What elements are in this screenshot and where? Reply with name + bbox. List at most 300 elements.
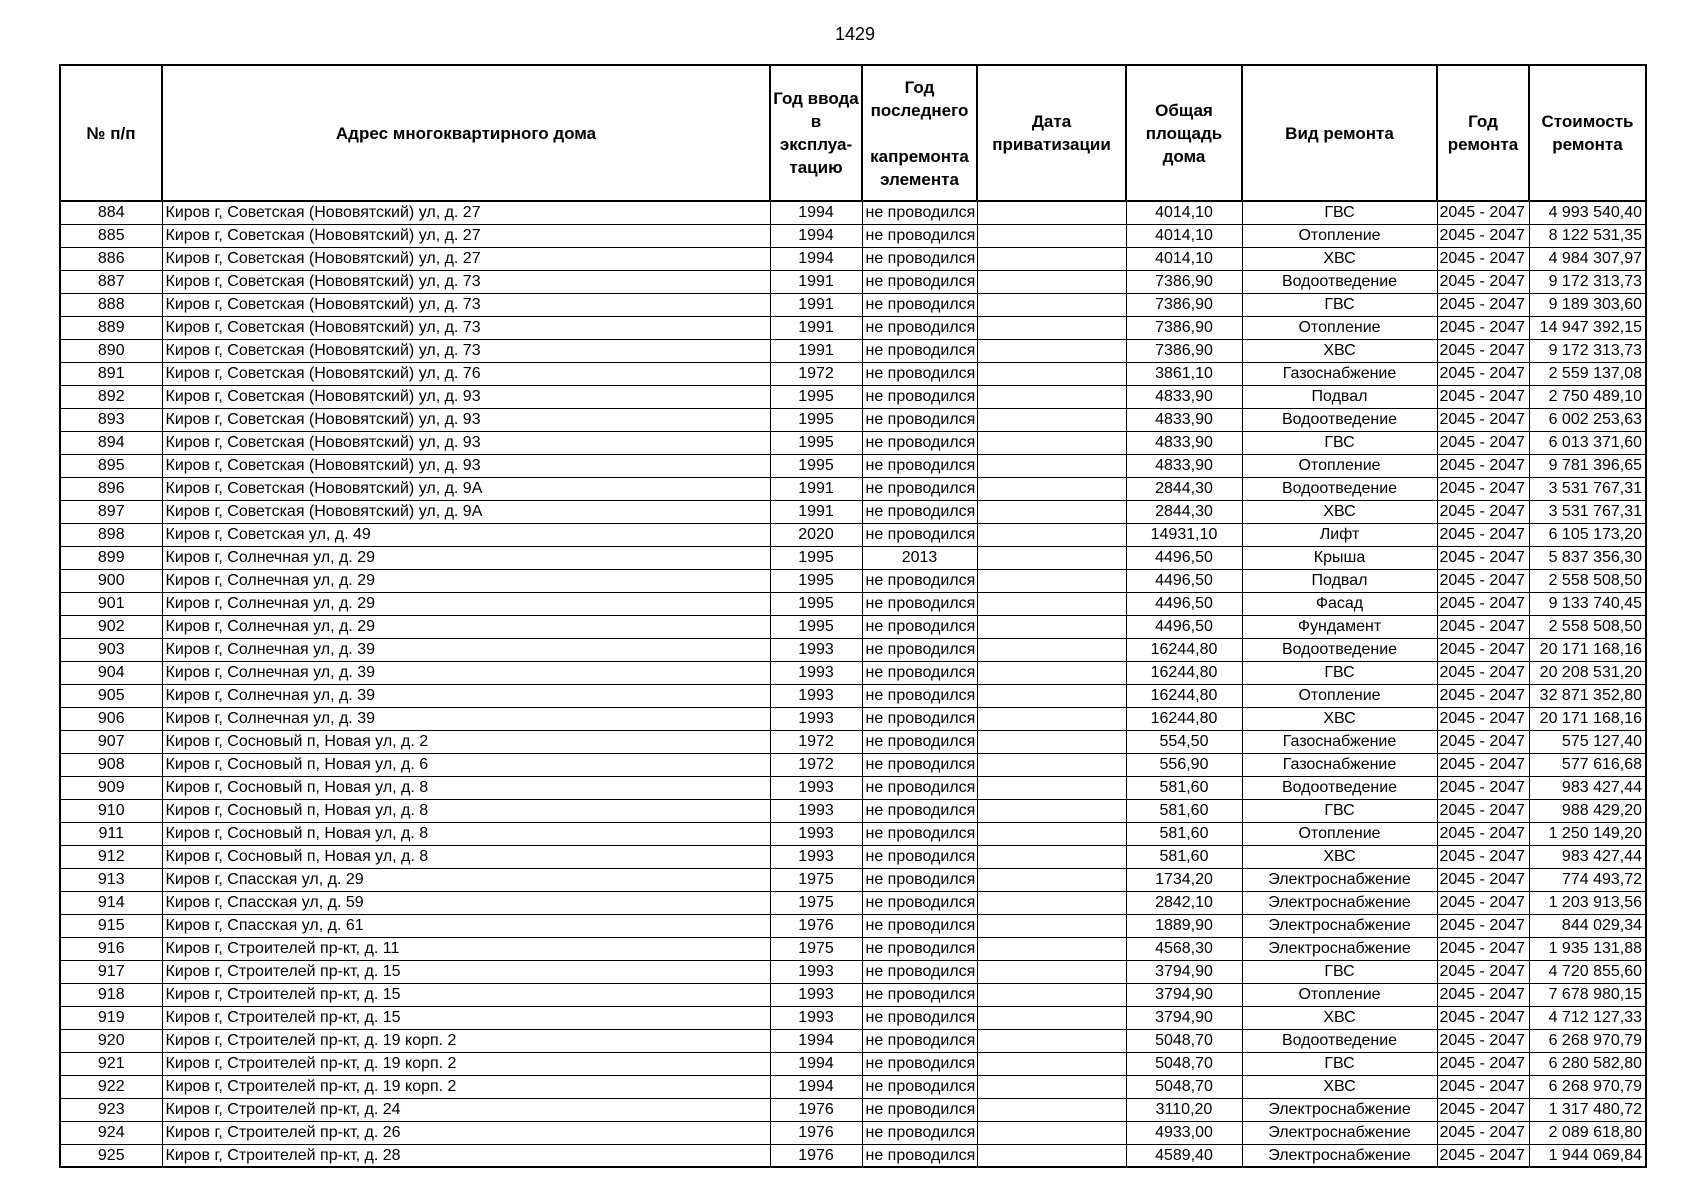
cell-repair-cost: 983 427,44 (1529, 845, 1646, 868)
table-row (60, 339, 1646, 362)
cell-num: 893 (60, 408, 162, 431)
cell-num: 895 (60, 454, 162, 477)
cell-address: Киров г, Советская (Нововятский) ул, д. 27 (162, 224, 770, 247)
cell-repair-cost: 5 837 356,30 (1529, 546, 1646, 569)
cell-year-commissioned: 1995 (770, 615, 862, 638)
table-row (60, 592, 1646, 615)
cell-repair-year: 2045 - 2047 (1437, 385, 1529, 408)
cell-address: Киров г, Спасская ул, д. 61 (162, 914, 770, 937)
cell-repair-year: 2045 - 2047 (1437, 983, 1529, 1006)
cell-last-repair: не проводился (862, 224, 977, 247)
cell-num: 891 (60, 362, 162, 385)
cell-privatization-date (977, 983, 1126, 1006)
cell-total-area: 16244,80 (1126, 707, 1242, 730)
cell-total-area: 14931,10 (1126, 523, 1242, 546)
cell-repair-type: Крыша (1242, 546, 1437, 569)
header-last-repair-top: Год последнего (870, 77, 969, 120)
cell-last-repair: не проводился (862, 316, 977, 339)
cell-privatization-date (977, 477, 1126, 500)
cell-num: 924 (60, 1121, 162, 1144)
cell-repair-year: 2045 - 2047 (1437, 868, 1529, 891)
cell-repair-cost: 9 172 313,73 (1529, 339, 1646, 362)
cell-total-area: 554,50 (1126, 730, 1242, 753)
table-row (60, 937, 1646, 960)
cell-last-repair: не проводился (862, 293, 977, 316)
cell-year-commissioned: 1972 (770, 730, 862, 753)
cell-privatization-date (977, 799, 1126, 822)
table-row (60, 362, 1646, 385)
cell-repair-cost: 9 133 740,45 (1529, 592, 1646, 615)
cell-total-area: 7386,90 (1126, 293, 1242, 316)
cell-privatization-date (977, 845, 1126, 868)
cell-year-commissioned: 1994 (770, 1075, 862, 1098)
cell-privatization-date (977, 730, 1126, 753)
cell-last-repair: не проводился (862, 477, 977, 500)
cell-year-commissioned: 1993 (770, 960, 862, 983)
cell-repair-type: Электроснабжение (1242, 937, 1437, 960)
cell-num: 897 (60, 500, 162, 523)
cell-address: Киров г, Советская (Нововятский) ул, д. 93 (162, 385, 770, 408)
cell-num: 907 (60, 730, 162, 753)
cell-total-area: 4014,10 (1126, 247, 1242, 270)
cell-repair-cost: 6 105 173,20 (1529, 523, 1646, 546)
cell-privatization-date (977, 293, 1126, 316)
cell-year-commissioned: 1991 (770, 293, 862, 316)
cell-repair-type: Подвал (1242, 385, 1437, 408)
table-row (60, 891, 1646, 914)
cell-year-commissioned: 1991 (770, 316, 862, 339)
cell-repair-type: Водоотведение (1242, 638, 1437, 661)
cell-address: Киров г, Спасская ул, д. 59 (162, 891, 770, 914)
cell-privatization-date (977, 1075, 1126, 1098)
cell-repair-cost: 6 268 970,79 (1529, 1029, 1646, 1052)
table-row (60, 316, 1646, 339)
cell-repair-type: Электроснабжение (1242, 1121, 1437, 1144)
cell-num: 912 (60, 845, 162, 868)
cell-repair-cost: 20 171 168,16 (1529, 638, 1646, 661)
cell-total-area: 4833,90 (1126, 385, 1242, 408)
cell-repair-cost: 1 317 480,72 (1529, 1098, 1646, 1121)
cell-last-repair: не проводился (862, 730, 977, 753)
cell-last-repair: не проводился (862, 201, 977, 224)
cell-repair-year: 2045 - 2047 (1437, 638, 1529, 661)
cell-total-area: 16244,80 (1126, 661, 1242, 684)
cell-address: Киров г, Сосновый п, Новая ул, д. 8 (162, 799, 770, 822)
cell-last-repair: не проводился (862, 822, 977, 845)
cell-repair-cost: 6 268 970,79 (1529, 1075, 1646, 1098)
cell-repair-type: Водоотведение (1242, 408, 1437, 431)
cell-address: Киров г, Советская (Нововятский) ул, д. 93 (162, 408, 770, 431)
table-row (60, 247, 1646, 270)
cell-year-commissioned: 1976 (770, 1121, 862, 1144)
table-row (60, 385, 1646, 408)
table-row (60, 684, 1646, 707)
cell-repair-type: Электроснабжение (1242, 891, 1437, 914)
cell-privatization-date (977, 615, 1126, 638)
cell-repair-cost: 7 678 980,15 (1529, 983, 1646, 1006)
cell-last-repair: не проводился (862, 960, 977, 983)
cell-num: 899 (60, 546, 162, 569)
cell-repair-cost: 2 089 618,80 (1529, 1121, 1646, 1144)
cell-address: Киров г, Советская (Нововятский) ул, д. 73 (162, 270, 770, 293)
cell-repair-cost: 988 429,20 (1529, 799, 1646, 822)
cell-repair-year: 2045 - 2047 (1437, 845, 1529, 868)
cell-repair-year: 2045 - 2047 (1437, 684, 1529, 707)
cell-repair-year: 2045 - 2047 (1437, 776, 1529, 799)
cell-total-area: 4589,40 (1126, 1144, 1242, 1167)
cell-num: 887 (60, 270, 162, 293)
cell-year-commissioned: 1993 (770, 822, 862, 845)
cell-address: Киров г, Солнечная ул, д. 39 (162, 707, 770, 730)
table-row (60, 914, 1646, 937)
cell-total-area: 556,90 (1126, 753, 1242, 776)
cell-num: 901 (60, 592, 162, 615)
table-row (60, 201, 1646, 224)
cell-num: 896 (60, 477, 162, 500)
cell-repair-year: 2045 - 2047 (1437, 1121, 1529, 1144)
cell-address: Киров г, Строителей пр-кт, д. 24 (162, 1098, 770, 1121)
cell-total-area: 4933,00 (1126, 1121, 1242, 1144)
cell-address: Киров г, Солнечная ул, д. 29 (162, 546, 770, 569)
cell-num: 923 (60, 1098, 162, 1121)
cell-repair-type: Отопление (1242, 983, 1437, 1006)
cell-total-area: 4568,30 (1126, 937, 1242, 960)
cell-repair-type: ХВС (1242, 247, 1437, 270)
cell-last-repair: не проводился (862, 454, 977, 477)
cell-num: 903 (60, 638, 162, 661)
cell-repair-cost: 3 531 767,31 (1529, 477, 1646, 500)
cell-num: 921 (60, 1052, 162, 1075)
cell-repair-type: ГВС (1242, 661, 1437, 684)
cell-repair-year: 2045 - 2047 (1437, 799, 1529, 822)
cell-address: Киров г, Сосновый п, Новая ул, д. 8 (162, 845, 770, 868)
cell-repair-type: ГВС (1242, 960, 1437, 983)
cell-num: 909 (60, 776, 162, 799)
cell-privatization-date (977, 776, 1126, 799)
cell-num: 898 (60, 523, 162, 546)
table-row (60, 1029, 1646, 1052)
cell-repair-year: 2045 - 2047 (1437, 201, 1529, 224)
cell-year-commissioned: 2020 (770, 523, 862, 546)
cell-repair-type: Отопление (1242, 684, 1437, 707)
cell-total-area: 2844,30 (1126, 500, 1242, 523)
table-row (60, 1098, 1646, 1121)
cell-num: 894 (60, 431, 162, 454)
cell-repair-cost: 4 720 855,60 (1529, 960, 1646, 983)
cell-num: 906 (60, 707, 162, 730)
cell-year-commissioned: 1995 (770, 569, 862, 592)
cell-total-area: 581,60 (1126, 845, 1242, 868)
table-row (60, 615, 1646, 638)
cell-privatization-date (977, 431, 1126, 454)
table-row (60, 523, 1646, 546)
cell-repair-type: Электроснабжение (1242, 914, 1437, 937)
cell-address: Киров г, Сосновый п, Новая ул, д. 2 (162, 730, 770, 753)
cell-address: Киров г, Строителей пр-кт, д. 15 (162, 1006, 770, 1029)
header-repair-cost: Стоимость ремонта (1529, 65, 1646, 201)
cell-num: 889 (60, 316, 162, 339)
cell-num: 914 (60, 891, 162, 914)
cell-repair-year: 2045 - 2047 (1437, 1144, 1529, 1167)
cell-repair-type: ГВС (1242, 201, 1437, 224)
cell-num: 908 (60, 753, 162, 776)
cell-address: Киров г, Советская (Нововятский) ул, д. 73 (162, 339, 770, 362)
cell-repair-type: Электроснабжение (1242, 868, 1437, 891)
cell-privatization-date (977, 339, 1126, 362)
table-row (60, 845, 1646, 868)
cell-year-commissioned: 1993 (770, 684, 862, 707)
cell-total-area: 2842,10 (1126, 891, 1242, 914)
cell-privatization-date (977, 684, 1126, 707)
cell-year-commissioned: 1993 (770, 638, 862, 661)
cell-last-repair: не проводился (862, 776, 977, 799)
cell-year-commissioned: 1995 (770, 408, 862, 431)
cell-repair-year: 2045 - 2047 (1437, 1029, 1529, 1052)
cell-last-repair: не проводился (862, 799, 977, 822)
cell-last-repair: не проводился (862, 937, 977, 960)
table-row (60, 224, 1646, 247)
cell-last-repair: не проводился (862, 891, 977, 914)
cell-year-commissioned: 1972 (770, 362, 862, 385)
cell-address: Киров г, Советская (Нововятский) ул, д. 27 (162, 201, 770, 224)
cell-total-area: 16244,80 (1126, 684, 1242, 707)
cell-last-repair: не проводился (862, 868, 977, 891)
table-row (60, 799, 1646, 822)
table-row (60, 753, 1646, 776)
cell-total-area: 4014,10 (1126, 201, 1242, 224)
cell-num: 888 (60, 293, 162, 316)
cell-year-commissioned: 1995 (770, 431, 862, 454)
cell-repair-type: Электроснабжение (1242, 1144, 1437, 1167)
cell-address: Киров г, Советская (Нововятский) ул, д. 93 (162, 431, 770, 454)
cell-num: 890 (60, 339, 162, 362)
cell-repair-year: 2045 - 2047 (1437, 937, 1529, 960)
cell-repair-type: Фундамент (1242, 615, 1437, 638)
cell-num: 920 (60, 1029, 162, 1052)
table-row (60, 1121, 1646, 1144)
cell-total-area: 581,60 (1126, 776, 1242, 799)
cell-repair-year: 2045 - 2047 (1437, 914, 1529, 937)
cell-year-commissioned: 1995 (770, 385, 862, 408)
table-row (60, 638, 1646, 661)
cell-address: Киров г, Строителей пр-кт, д. 11 (162, 937, 770, 960)
cell-last-repair: не проводился (862, 1098, 977, 1121)
cell-repair-cost: 32 871 352,80 (1529, 684, 1646, 707)
table-row (60, 431, 1646, 454)
cell-privatization-date (977, 546, 1126, 569)
cell-num: 885 (60, 224, 162, 247)
cell-last-repair: не проводился (862, 339, 977, 362)
table-row (60, 983, 1646, 1006)
cell-repair-year: 2045 - 2047 (1437, 661, 1529, 684)
table-row (60, 454, 1646, 477)
cell-privatization-date (977, 638, 1126, 661)
cell-privatization-date (977, 868, 1126, 891)
cell-year-commissioned: 1975 (770, 937, 862, 960)
cell-repair-cost: 575 127,40 (1529, 730, 1646, 753)
cell-repair-type: Подвал (1242, 569, 1437, 592)
cell-last-repair: не проводился (862, 247, 977, 270)
cell-total-area: 4014,10 (1126, 224, 1242, 247)
cell-last-repair: не проводился (862, 638, 977, 661)
cell-year-commissioned: 1994 (770, 247, 862, 270)
cell-repair-year: 2045 - 2047 (1437, 592, 1529, 615)
cell-privatization-date (977, 937, 1126, 960)
cell-address: Киров г, Строителей пр-кт, д. 19 корп. 2 (162, 1052, 770, 1075)
cell-total-area: 4833,90 (1126, 408, 1242, 431)
cell-address: Киров г, Советская ул, д. 49 (162, 523, 770, 546)
cell-repair-year: 2045 - 2047 (1437, 546, 1529, 569)
cell-year-commissioned: 1994 (770, 201, 862, 224)
cell-last-repair: не проводился (862, 615, 977, 638)
cell-total-area: 16244,80 (1126, 638, 1242, 661)
cell-total-area: 3861,10 (1126, 362, 1242, 385)
header-privatization-date: Дата приватизации (977, 65, 1126, 201)
cell-year-commissioned: 1991 (770, 477, 862, 500)
cell-repair-cost: 1 250 149,20 (1529, 822, 1646, 845)
cell-repair-cost: 20 171 168,16 (1529, 707, 1646, 730)
cell-repair-type: ХВС (1242, 707, 1437, 730)
cell-last-repair: не проводился (862, 1006, 977, 1029)
cell-privatization-date (977, 224, 1126, 247)
cell-last-repair: не проводился (862, 1121, 977, 1144)
cell-repair-cost: 3 531 767,31 (1529, 500, 1646, 523)
cell-year-commissioned: 1976 (770, 1098, 862, 1121)
cell-repair-year: 2045 - 2047 (1437, 247, 1529, 270)
cell-privatization-date (977, 1121, 1126, 1144)
cell-address: Киров г, Спасская ул, д. 29 (162, 868, 770, 891)
table-row (60, 776, 1646, 799)
cell-address: Киров г, Советская (Нововятский) ул, д. 76 (162, 362, 770, 385)
table-row (60, 569, 1646, 592)
cell-repair-cost: 2 558 508,50 (1529, 615, 1646, 638)
cell-total-area: 3794,90 (1126, 1006, 1242, 1029)
cell-num: 911 (60, 822, 162, 845)
cell-last-repair: не проводился (862, 753, 977, 776)
cell-year-commissioned: 1995 (770, 454, 862, 477)
cell-repair-cost: 14 947 392,15 (1529, 316, 1646, 339)
cell-total-area: 3794,90 (1126, 960, 1242, 983)
cell-repair-year: 2045 - 2047 (1437, 362, 1529, 385)
cell-privatization-date (977, 454, 1126, 477)
cell-last-repair: не проводился (862, 845, 977, 868)
cell-num: 916 (60, 937, 162, 960)
cell-address: Киров г, Советская (Нововятский) ул, д. 27 (162, 247, 770, 270)
cell-privatization-date (977, 914, 1126, 937)
cell-privatization-date (977, 891, 1126, 914)
cell-year-commissioned: 1991 (770, 339, 862, 362)
cell-total-area: 1889,90 (1126, 914, 1242, 937)
cell-repair-type: Отопление (1242, 316, 1437, 339)
cell-repair-type: ХВС (1242, 500, 1437, 523)
cell-address: Киров г, Строителей пр-кт, д. 26 (162, 1121, 770, 1144)
cell-address: Киров г, Советская (Нововятский) ул, д. 73 (162, 316, 770, 339)
cell-year-commissioned: 1975 (770, 891, 862, 914)
cell-repair-year: 2045 - 2047 (1437, 500, 1529, 523)
cell-repair-cost: 1 935 131,88 (1529, 937, 1646, 960)
cell-repair-type: ГВС (1242, 431, 1437, 454)
cell-num: 919 (60, 1006, 162, 1029)
cell-privatization-date (977, 201, 1126, 224)
cell-num: 913 (60, 868, 162, 891)
cell-total-area: 3794,90 (1126, 983, 1242, 1006)
header-year-commissioned: Год ввода в эксплуа-тацию (770, 65, 862, 201)
cell-address: Киров г, Строителей пр-кт, д. 15 (162, 960, 770, 983)
cell-year-commissioned: 1972 (770, 753, 862, 776)
cell-last-repair: не проводился (862, 270, 977, 293)
cell-repair-type: Электроснабжение (1242, 1098, 1437, 1121)
cell-num: 915 (60, 914, 162, 937)
cell-last-repair: не проводился (862, 569, 977, 592)
cell-year-commissioned: 1976 (770, 1144, 862, 1167)
header-last-repair (862, 65, 977, 201)
cell-year-commissioned: 1994 (770, 1029, 862, 1052)
cell-repair-type: Лифт (1242, 523, 1437, 546)
cell-privatization-date (977, 1052, 1126, 1075)
cell-total-area: 4496,50 (1126, 569, 1242, 592)
cell-total-area: 4496,50 (1126, 592, 1242, 615)
cell-repair-type: Водоотведение (1242, 1029, 1437, 1052)
cell-privatization-date (977, 247, 1126, 270)
cell-privatization-date (977, 707, 1126, 730)
cell-repair-cost: 4 712 127,33 (1529, 1006, 1646, 1029)
table-row (60, 661, 1646, 684)
cell-repair-type: Фасад (1242, 592, 1437, 615)
cell-repair-type: ГВС (1242, 293, 1437, 316)
cell-last-repair: не проводился (862, 408, 977, 431)
cell-total-area: 4496,50 (1126, 615, 1242, 638)
cell-repair-type: Отопление (1242, 822, 1437, 845)
cell-privatization-date (977, 592, 1126, 615)
cell-num: 902 (60, 615, 162, 638)
cell-year-commissioned: 1976 (770, 914, 862, 937)
cell-last-repair: не проводился (862, 684, 977, 707)
cell-repair-cost: 577 616,68 (1529, 753, 1646, 776)
cell-repair-year: 2045 - 2047 (1437, 477, 1529, 500)
cell-total-area: 4833,90 (1126, 454, 1242, 477)
cell-last-repair: не проводился (862, 523, 977, 546)
cell-total-area: 5048,70 (1126, 1029, 1242, 1052)
header-num: № п/п (60, 65, 162, 201)
cell-repair-cost: 4 984 307,97 (1529, 247, 1646, 270)
cell-privatization-date (977, 270, 1126, 293)
cell-privatization-date (977, 960, 1126, 983)
cell-num: 900 (60, 569, 162, 592)
cell-address: Киров г, Советская (Нововятский) ул, д. 9А (162, 500, 770, 523)
cell-year-commissioned: 1991 (770, 500, 862, 523)
cell-repair-year: 2045 - 2047 (1437, 1052, 1529, 1075)
cell-num: 910 (60, 799, 162, 822)
table-row (60, 868, 1646, 891)
page-number: 1429 (834, 24, 876, 44)
cell-address: Киров г, Строителей пр-кт, д. 19 корп. 2 (162, 1029, 770, 1052)
cell-num: 904 (60, 661, 162, 684)
cell-last-repair: не проводился (862, 1144, 977, 1167)
cell-repair-year: 2045 - 2047 (1437, 1075, 1529, 1098)
table-row (60, 408, 1646, 431)
cell-repair-cost: 20 208 531,20 (1529, 661, 1646, 684)
cell-total-area: 4833,90 (1126, 431, 1242, 454)
cell-privatization-date (977, 1144, 1126, 1167)
table-body (60, 201, 1646, 1167)
cell-total-area: 7386,90 (1126, 270, 1242, 293)
cell-repair-type: ГВС (1242, 799, 1437, 822)
cell-repair-year: 2045 - 2047 (1437, 316, 1529, 339)
cell-total-area: 1734,20 (1126, 868, 1242, 891)
cell-num: 917 (60, 960, 162, 983)
cell-privatization-date (977, 1098, 1126, 1121)
cell-repair-year: 2045 - 2047 (1437, 822, 1529, 845)
